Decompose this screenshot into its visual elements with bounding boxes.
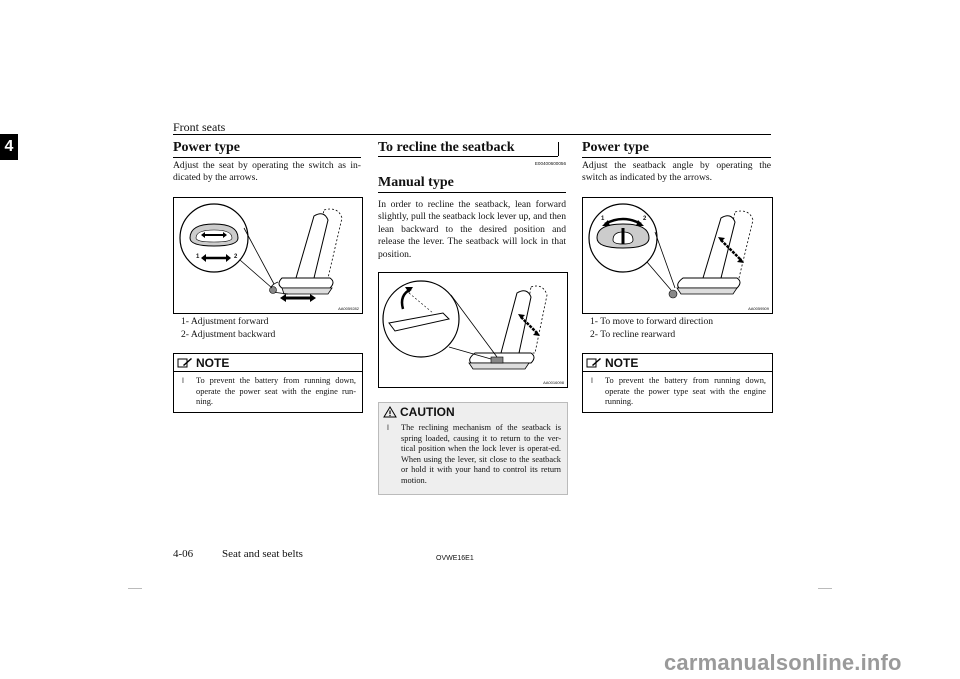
caution-box	[378, 402, 568, 495]
middle-subheading: Manual type	[378, 175, 566, 193]
right-body: Adjust the seatback angle by operating the switch as indicated by the arrows.	[582, 160, 771, 184]
caution-item	[379, 421, 567, 487]
manual-recline-figure	[378, 272, 568, 388]
power-seat-illustration	[174, 198, 362, 313]
section-header: Front seats	[173, 120, 226, 134]
right-legend-list	[590, 316, 713, 341]
power-recline-illustration	[583, 198, 772, 313]
note-item	[583, 372, 772, 408]
note-text: To prevent the battery from running down, operate the power type seat with the engine running.	[605, 376, 766, 407]
middle-heading: To recline the seatback	[378, 140, 515, 155]
header-rule	[173, 134, 771, 135]
power-recline-figure	[582, 197, 773, 314]
note-title: NOTE	[605, 355, 639, 370]
middle-heading-rule	[378, 156, 558, 157]
crop-mark	[818, 588, 832, 589]
figure-label-1: 1	[196, 254, 200, 260]
section-code: E00400600056	[534, 161, 566, 166]
note-text: To prevent the battery from running down, operate the power seat with the engine run-ning.	[196, 376, 356, 407]
legend-item: 2- Adjustment backward	[181, 328, 276, 340]
figure-id: AA0059509	[748, 306, 769, 311]
watermark-text: carmanualsonline.info	[664, 650, 902, 675]
footer-title: Seat and seat belts	[222, 548, 303, 560]
bullet-marker: l	[591, 377, 593, 385]
note-header	[583, 354, 772, 372]
caution-title: CAUTION	[400, 405, 455, 419]
note-pencil-icon	[586, 357, 602, 368]
caution-text: The reclining mechanism of the seatback is spring loaded, causing it to return to the ver-tical position when the lock lever is operat-ed. When using the lever, sit close to the seatback or hold it with your hand to control its return motion.	[401, 423, 561, 485]
left-legend-list	[181, 316, 275, 341]
right-heading: Power type	[582, 140, 771, 158]
caution-header	[379, 403, 567, 421]
middle-heading-corner	[558, 142, 559, 156]
note-title: NOTE	[196, 355, 230, 370]
power-seat-figure	[173, 197, 363, 314]
figure-id: AA0059282	[338, 306, 359, 311]
footer-code: OVWE16E1	[436, 555, 474, 562]
legend-item: 2- To recline rearward	[590, 328, 676, 340]
chapter-tab: 4	[0, 134, 18, 160]
footer-page-number: 4-06	[173, 548, 194, 560]
figure-id: AA0016098	[543, 380, 564, 385]
left-heading: Power type	[173, 140, 361, 158]
middle-body: In order to recline the seatback, lean forward slightly, pull the seatback lock lever up, and then lean backward to the desired position and release the lever. The seatback will lock in that position.	[378, 199, 566, 260]
figure-label-1: 1	[601, 216, 605, 222]
left-body: Adjust the seat by operating the switch as in-dicated by the arrows.	[173, 160, 361, 184]
right-note-box	[582, 353, 773, 413]
legend-item: 1- Adjustment forward	[181, 316, 269, 327]
bullet-marker: l	[387, 424, 389, 432]
note-pencil-icon	[177, 357, 193, 368]
warning-triangle-icon	[383, 406, 397, 418]
left-note-box	[173, 353, 363, 413]
figure-label-2: 2	[234, 254, 238, 260]
crop-mark	[128, 588, 142, 589]
manual-recline-illustration	[379, 273, 567, 387]
legend-item: 1- To move to forward direction	[590, 316, 714, 327]
note-header	[174, 354, 362, 372]
note-item	[174, 372, 362, 408]
figure-label-2: 2	[643, 216, 647, 222]
bullet-marker: l	[182, 377, 184, 385]
